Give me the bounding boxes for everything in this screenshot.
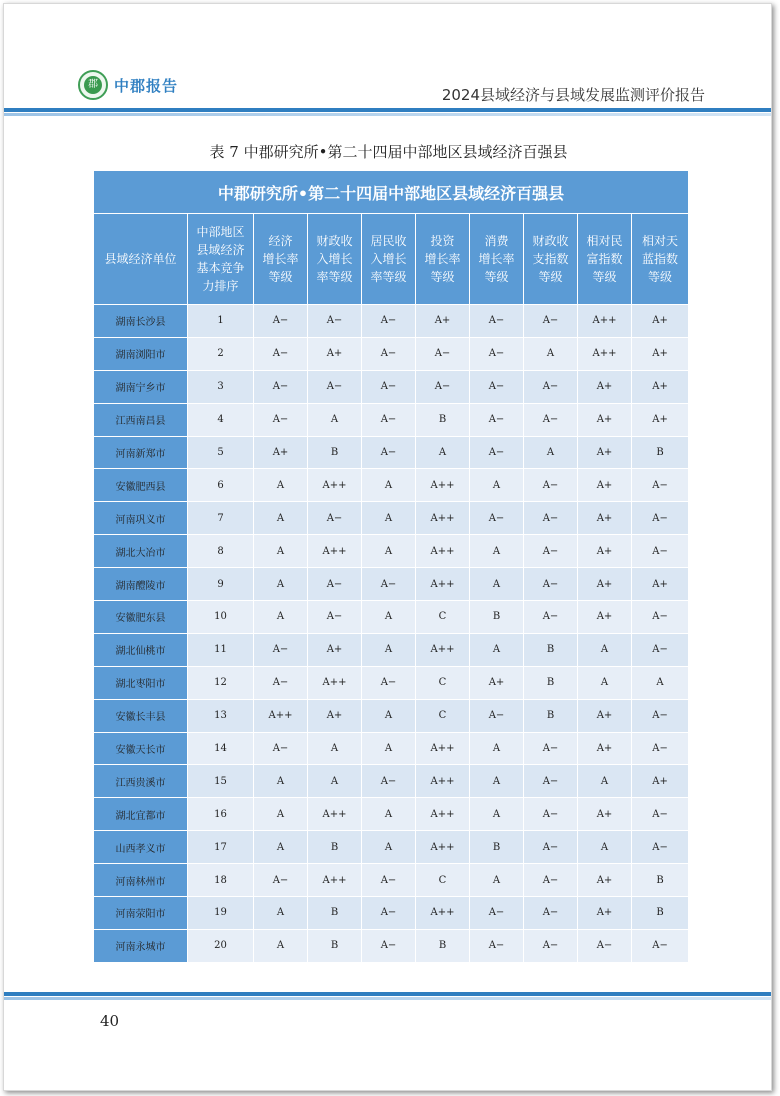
grade-cell: A+ — [632, 337, 689, 370]
grade-cell: A+ — [632, 403, 689, 436]
grade-cell: A++ — [416, 732, 470, 765]
grade-cell: A — [578, 765, 632, 798]
grade-cell: A− — [524, 897, 578, 930]
county-name-cell: 湖北枣阳市 — [94, 666, 188, 699]
grade-cell: A− — [578, 929, 632, 962]
grade-cell: A− — [254, 732, 308, 765]
grade-cell: A — [416, 436, 470, 469]
grade-cell: A− — [524, 864, 578, 897]
grade-cell: A — [470, 469, 524, 502]
grade-cell: A — [470, 765, 524, 798]
rank-cell: 11 — [188, 633, 254, 666]
column-header-label: 财政收 入增长 率等级 — [316, 234, 353, 284]
grade-cell: A− — [470, 305, 524, 338]
grade-cell: A− — [362, 337, 416, 370]
county-name-cell: 安徽长丰县 — [94, 699, 188, 732]
grade-cell: A− — [308, 305, 362, 338]
grade-cell: A− — [524, 305, 578, 338]
grade-cell: A− — [362, 403, 416, 436]
grade-cell: A− — [524, 765, 578, 798]
grade-cell: A++ — [308, 798, 362, 831]
grade-cell: B — [524, 699, 578, 732]
grade-cell: A+ — [578, 864, 632, 897]
grade-cell: A− — [416, 337, 470, 370]
column-header-label: 投资 增长率 等级 — [424, 234, 461, 284]
grade-cell: C — [416, 699, 470, 732]
grade-cell: A — [362, 633, 416, 666]
grade-cell: A− — [470, 403, 524, 436]
grade-cell: A — [254, 798, 308, 831]
grade-cell: A — [254, 601, 308, 634]
rank-cell: 1 — [188, 305, 254, 338]
grade-cell: A — [362, 831, 416, 864]
county-name-cell: 山西孝义市 — [94, 831, 188, 864]
grade-cell: A− — [470, 436, 524, 469]
grade-cell: A− — [632, 633, 689, 666]
grade-cell: B — [308, 897, 362, 930]
table-row — [94, 403, 689, 436]
grade-cell: A− — [632, 699, 689, 732]
grade-cell: A+ — [470, 666, 524, 699]
grade-cell: A− — [632, 798, 689, 831]
column-header — [188, 214, 254, 305]
grade-cell: A — [362, 469, 416, 502]
grade-cell: A+ — [578, 699, 632, 732]
table-row — [94, 337, 689, 370]
grade-cell: A− — [362, 305, 416, 338]
county-name-cell: 江西贵溪市 — [94, 765, 188, 798]
grade-cell: A+ — [308, 337, 362, 370]
grade-cell: A− — [362, 436, 416, 469]
grade-cell: A− — [632, 831, 689, 864]
column-header — [308, 214, 362, 305]
grade-cell: A++ — [308, 469, 362, 502]
grade-cell: A+ — [578, 535, 632, 568]
table-caption: 表 7 中郡研究所•第二十四届中部地区县域经济百强县 — [209, 143, 568, 161]
column-header-label: 经济 增长率 等级 — [262, 234, 299, 284]
grade-cell: B — [632, 436, 689, 469]
grade-cell: A− — [470, 699, 524, 732]
brand-name: 中郡报告 — [114, 76, 179, 95]
brand-logo — [78, 70, 178, 100]
table-banner: 中郡研究所•第二十四届中部地区县域经济百强县 — [94, 171, 689, 214]
grade-cell: A — [254, 897, 308, 930]
grade-cell: A− — [470, 337, 524, 370]
logo-emblem-icon — [78, 70, 108, 100]
grade-cell: A+ — [632, 370, 689, 403]
county-name-cell: 湖北仙桃市 — [94, 633, 188, 666]
column-header-label: 相对天 蓝指数 等级 — [642, 234, 679, 284]
grade-cell: A++ — [308, 535, 362, 568]
report-title: 2024县域经济与县域发展监测评价报告 — [441, 86, 705, 104]
grade-cell: A− — [524, 601, 578, 634]
grade-cell: B — [308, 831, 362, 864]
grade-cell: B — [632, 864, 689, 897]
column-header — [254, 214, 308, 305]
grade-cell: A− — [362, 929, 416, 962]
grade-cell: A — [632, 666, 689, 699]
footer-divider — [4, 992, 772, 996]
grade-cell: A — [470, 864, 524, 897]
table-row — [94, 897, 689, 930]
grade-cell: A− — [362, 666, 416, 699]
grade-cell: A− — [524, 535, 578, 568]
report-page — [3, 3, 772, 1091]
rank-cell: 13 — [188, 699, 254, 732]
footer-divider-light — [4, 997, 772, 1000]
grade-cell: A+ — [578, 370, 632, 403]
rank-cell: 19 — [188, 897, 254, 930]
grade-cell: A− — [254, 864, 308, 897]
column-header — [524, 214, 578, 305]
rank-cell: 9 — [188, 568, 254, 601]
grade-cell: A− — [308, 568, 362, 601]
grade-cell: B — [632, 897, 689, 930]
grade-cell: C — [416, 864, 470, 897]
table-row — [94, 436, 689, 469]
grade-cell: A — [470, 798, 524, 831]
rank-cell: 5 — [188, 436, 254, 469]
grade-cell: A — [470, 732, 524, 765]
grade-cell: A — [362, 798, 416, 831]
grade-cell: C — [416, 601, 470, 634]
table-row — [94, 305, 689, 338]
county-name-cell: 湖北大冶市 — [94, 535, 188, 568]
grade-cell: B — [308, 436, 362, 469]
grade-cell: A− — [254, 305, 308, 338]
rank-cell: 6 — [188, 469, 254, 502]
grade-cell: A — [254, 831, 308, 864]
column-header-label: 中部地区 县域经济 基本竞争 力排序 — [196, 225, 245, 293]
rank-cell: 16 — [188, 798, 254, 831]
rank-cell: 20 — [188, 929, 254, 962]
rank-cell: 4 — [188, 403, 254, 436]
grade-cell: A− — [308, 370, 362, 403]
grade-cell: A− — [524, 469, 578, 502]
grade-cell: A — [578, 831, 632, 864]
grade-cell: A++ — [416, 469, 470, 502]
table-row — [94, 929, 689, 962]
grade-cell: A++ — [416, 535, 470, 568]
grade-cell: A+ — [578, 469, 632, 502]
grade-cell: A− — [524, 732, 578, 765]
grade-cell: A− — [362, 765, 416, 798]
county-name-cell: 河南巩义市 — [94, 502, 188, 535]
grade-cell: B — [470, 831, 524, 864]
grade-cell: A+ — [416, 305, 470, 338]
county-name-cell: 河南新郑市 — [94, 436, 188, 469]
county-name-cell: 河南荥阳市 — [94, 897, 188, 930]
grade-cell: A− — [470, 929, 524, 962]
grade-cell: A — [524, 436, 578, 469]
grade-cell: A− — [632, 469, 689, 502]
rank-cell: 15 — [188, 765, 254, 798]
county-name-cell: 河南林州市 — [94, 864, 188, 897]
grade-cell: A− — [254, 370, 308, 403]
grade-cell: A++ — [416, 831, 470, 864]
rank-cell: 14 — [188, 732, 254, 765]
grade-cell: B — [416, 929, 470, 962]
grade-cell: A++ — [578, 305, 632, 338]
grade-cell: A− — [254, 633, 308, 666]
rank-cell: 10 — [188, 601, 254, 634]
grade-cell: A — [308, 732, 362, 765]
grade-cell: A− — [524, 403, 578, 436]
grade-cell: A — [362, 699, 416, 732]
table-row — [94, 864, 689, 897]
grade-cell: B — [524, 633, 578, 666]
table-row — [94, 666, 689, 699]
grade-cell: A− — [524, 568, 578, 601]
column-header — [362, 214, 416, 305]
grade-cell: A− — [254, 403, 308, 436]
rank-cell: 18 — [188, 864, 254, 897]
grade-cell: A+ — [632, 765, 689, 798]
grade-cell: A+ — [578, 798, 632, 831]
grade-cell: A− — [632, 502, 689, 535]
grade-cell: A+ — [578, 897, 632, 930]
table-row — [94, 370, 689, 403]
grade-cell: A — [362, 601, 416, 634]
column-header-label: 相对民 富指数 等级 — [586, 234, 623, 284]
grade-cell: A — [254, 502, 308, 535]
grade-cell: A− — [362, 568, 416, 601]
grade-cell: A− — [362, 370, 416, 403]
rank-cell: 2 — [188, 337, 254, 370]
grade-cell: A — [308, 403, 362, 436]
county-name-cell: 江西南昌县 — [94, 403, 188, 436]
county-name-cell: 河南永城市 — [94, 929, 188, 962]
table-body — [94, 305, 689, 963]
page-number: 40 — [100, 1012, 120, 1030]
grade-cell: A− — [524, 831, 578, 864]
county-name-cell: 安徽肥西县 — [94, 469, 188, 502]
grade-cell: A+ — [632, 305, 689, 338]
grade-cell: A− — [254, 337, 308, 370]
grade-cell: A++ — [416, 798, 470, 831]
column-header — [416, 214, 470, 305]
grade-cell: B — [470, 601, 524, 634]
county-name-cell: 湖南醴陵市 — [94, 568, 188, 601]
grade-cell: A− — [308, 502, 362, 535]
grade-cell: A+ — [578, 502, 632, 535]
grade-cell: A− — [254, 666, 308, 699]
grade-cell: A− — [524, 370, 578, 403]
grade-cell: A — [470, 633, 524, 666]
grade-cell: A+ — [308, 699, 362, 732]
table-row — [94, 568, 689, 601]
grade-cell: A — [578, 633, 632, 666]
grade-cell: A− — [524, 502, 578, 535]
table-row — [94, 601, 689, 634]
grade-cell: A+ — [578, 403, 632, 436]
table-row — [94, 831, 689, 864]
column-header-row — [94, 214, 689, 305]
rank-cell: 3 — [188, 370, 254, 403]
column-header — [578, 214, 632, 305]
grade-cell: A — [524, 337, 578, 370]
grade-cell: B — [524, 666, 578, 699]
grade-cell: A — [254, 535, 308, 568]
grade-cell: A++ — [308, 666, 362, 699]
column-header — [470, 214, 524, 305]
grade-cell: A+ — [578, 568, 632, 601]
table-row — [94, 732, 689, 765]
grade-cell: A — [254, 469, 308, 502]
column-header-label: 居民收 入增长 率等级 — [370, 234, 407, 284]
column-header-label: 县域经济单位 — [104, 252, 177, 266]
county-ranking-table — [93, 170, 689, 963]
grade-cell: A++ — [416, 502, 470, 535]
grade-cell: A+ — [632, 568, 689, 601]
table-row — [94, 535, 689, 568]
grade-cell: A — [578, 666, 632, 699]
logo-glyph: 郡 — [84, 76, 102, 94]
grade-cell: A− — [470, 897, 524, 930]
county-name-cell: 安徽天长市 — [94, 732, 188, 765]
grade-cell: A− — [416, 370, 470, 403]
grade-cell: A− — [524, 798, 578, 831]
grade-cell: A− — [524, 929, 578, 962]
grade-cell: A+ — [578, 732, 632, 765]
table-row — [94, 765, 689, 798]
rank-cell: 7 — [188, 502, 254, 535]
grade-cell: A− — [632, 601, 689, 634]
grade-cell: B — [308, 929, 362, 962]
grade-cell: A++ — [416, 633, 470, 666]
table-row — [94, 699, 689, 732]
grade-cell: A++ — [416, 897, 470, 930]
column-header-label: 财政收 支指数 等级 — [532, 234, 569, 284]
grade-cell: A− — [362, 864, 416, 897]
grade-cell: A — [362, 502, 416, 535]
grade-cell: A++ — [578, 337, 632, 370]
table-row — [94, 633, 689, 666]
county-name-cell: 湖南宁乡市 — [94, 370, 188, 403]
grade-cell: A — [254, 765, 308, 798]
rank-cell: 12 — [188, 666, 254, 699]
rank-cell: 17 — [188, 831, 254, 864]
rank-cell: 8 — [188, 535, 254, 568]
grade-cell: A+ — [308, 633, 362, 666]
table-row — [94, 798, 689, 831]
grade-cell: A− — [632, 732, 689, 765]
grade-cell: B — [416, 403, 470, 436]
grade-cell: A− — [470, 502, 524, 535]
grade-cell: A — [254, 568, 308, 601]
grade-cell: A — [470, 568, 524, 601]
grade-cell: C — [416, 666, 470, 699]
grade-cell: A — [308, 765, 362, 798]
county-name-cell: 湖南浏阳市 — [94, 337, 188, 370]
grade-cell: A− — [632, 929, 689, 962]
grade-cell: A− — [308, 601, 362, 634]
grade-cell: A — [470, 535, 524, 568]
header-divider — [4, 108, 772, 112]
grade-cell: A− — [632, 535, 689, 568]
county-name-cell: 湖南长沙县 — [94, 305, 188, 338]
county-name-cell: 湖北宜都市 — [94, 798, 188, 831]
column-header — [94, 214, 188, 305]
grade-cell: A+ — [578, 436, 632, 469]
column-header-label: 消费 增长率 等级 — [478, 234, 515, 284]
grade-cell: A++ — [416, 765, 470, 798]
table-row — [94, 469, 689, 502]
grade-cell: A+ — [254, 436, 308, 469]
grade-cell: A++ — [254, 699, 308, 732]
grade-cell: A++ — [416, 568, 470, 601]
grade-cell: A — [254, 929, 308, 962]
header-divider-light — [4, 113, 772, 116]
county-name-cell: 安徽肥东县 — [94, 601, 188, 634]
grade-cell: A — [362, 535, 416, 568]
table-row — [94, 502, 689, 535]
grade-cell: A — [362, 732, 416, 765]
column-header — [632, 214, 689, 305]
grade-cell: A+ — [578, 601, 632, 634]
grade-cell: A++ — [308, 864, 362, 897]
grade-cell: A− — [362, 897, 416, 930]
grade-cell: A− — [470, 370, 524, 403]
